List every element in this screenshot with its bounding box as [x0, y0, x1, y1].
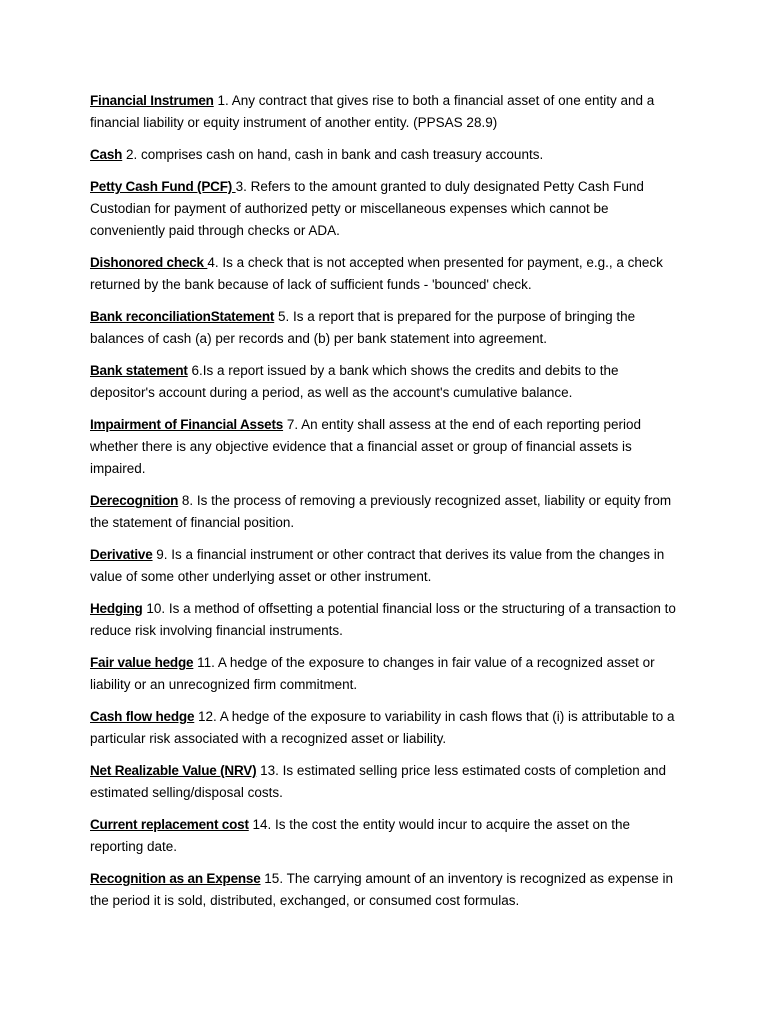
document-page	[90, 90, 682, 922]
glossary-term: Fair value hedge	[90, 655, 194, 670]
glossary-definition: 11. A hedge of the exposure to changes in fair value of a recognized asset or liability or an unrecognized firm commitment.	[90, 655, 655, 692]
glossary-term: Hedging	[90, 601, 143, 616]
glossary-term: Recognition as an Expense	[90, 871, 261, 886]
glossary-term: Cash flow hedge	[90, 709, 195, 724]
glossary-term: Dishonored check	[90, 255, 208, 270]
glossary-term: Derecognition	[90, 493, 179, 508]
glossary-entry	[90, 360, 682, 404]
glossary-definition: 14. Is the cost the entity would incur to acquire the asset on the reporting date.	[90, 817, 630, 854]
glossary-term: Bank statement	[90, 363, 188, 378]
glossary-term: Net Realizable Value (NRV)	[90, 763, 257, 778]
glossary-definition: 3. Refers to the amount granted to duly designated Petty Cash Fund Custodian for payment of authorized petty or miscellaneous expenses which cannot be conveniently paid through checks or ADA.	[90, 179, 644, 238]
glossary-entry	[90, 760, 682, 804]
glossary-definition: 9. Is a financial instrument or other contract that derives its value from the changes in value of some other underlying asset or other instrument.	[90, 547, 665, 584]
glossary-entry	[90, 252, 682, 296]
glossary-entry	[90, 490, 682, 534]
glossary-definition: 6.Is a report issued by a bank which shows the credits and debits to the depositor's account during a period, as well as the account's cumulative balance.	[90, 363, 619, 400]
glossary-definition: 1. Any contract that gives rise to both a financial asset of one entity and a financial liability or equity instrument of another entity. (PPSAS 28.9)	[90, 93, 655, 130]
glossary-term: Derivative	[90, 547, 153, 562]
glossary-term: Current replacement cost	[90, 817, 249, 832]
glossary-entry	[90, 90, 682, 134]
glossary-term: Impairment of Financial Assets	[90, 417, 284, 432]
glossary-entry	[90, 544, 682, 588]
glossary-definition: 8. Is the process of removing a previously recognized asset, liability or equity from the statement of financial position.	[90, 493, 672, 530]
glossary-definition: 7. An entity shall assess at the end of each reporting period whether there is any objective evidence that a financial asset or group of financial assets is impaired.	[90, 417, 642, 476]
glossary-definition: 5. Is a report that is prepared for the purpose of bringing the balances of cash (a) per records and (b) per bank statement into agreement.	[90, 309, 636, 346]
glossary-definition: 4. Is a check that is not accepted when presented for payment, e.g., a check returned by the bank because of lack of sufficient funds - 'bounced' check.	[90, 255, 663, 292]
glossary-entry	[90, 144, 682, 166]
glossary-definition: 12. A hedge of the exposure to variability in cash flows that (i) is attributable to a particular risk associated with a recognized asset or liability.	[90, 709, 675, 746]
glossary-definition: 13. Is estimated selling price less estimated costs of completion and estimated selling/disposal costs.	[90, 763, 667, 800]
glossary-term: Cash	[90, 147, 123, 162]
glossary-entry	[90, 706, 682, 750]
glossary-term: Petty Cash Fund (PCF)	[90, 179, 236, 194]
glossary-entry	[90, 176, 682, 242]
glossary-entry	[90, 306, 682, 350]
glossary-entry	[90, 414, 682, 480]
glossary-definition: 10. Is a method of offsetting a potential financial loss or the structuring of a transaction to reduce risk involving financial instruments.	[90, 601, 676, 638]
glossary-term: Financial Instrumen	[90, 93, 214, 108]
glossary-entry	[90, 868, 682, 912]
glossary-entry	[90, 814, 682, 858]
glossary-definition: 2. comprises cash on hand, cash in bank and cash treasury accounts.	[122, 147, 544, 162]
glossary-definition: 15. The carrying amount of an inventory is recognized as expense in the period it is sold, distributed, exchanged, or consumed cost formulas.	[90, 871, 674, 908]
glossary-term: Bank reconciliationStatement	[90, 309, 275, 324]
glossary-entry	[90, 652, 682, 696]
glossary-entry	[90, 598, 682, 642]
